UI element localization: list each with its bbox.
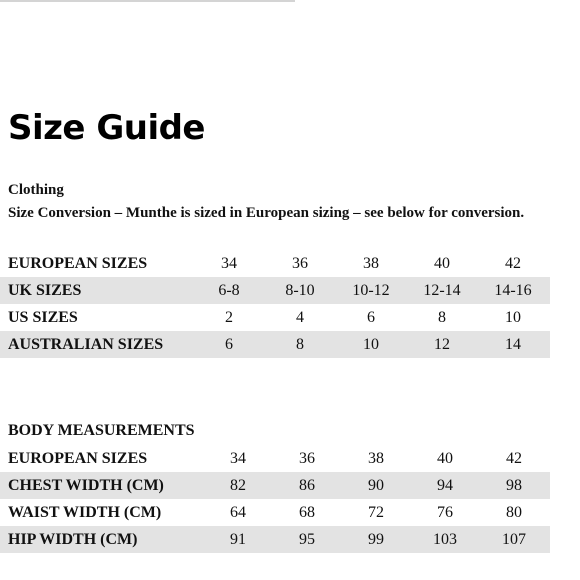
table-cell: 80 bbox=[506, 504, 522, 521]
table-cell: 8 bbox=[296, 336, 304, 353]
table-cell: 10 bbox=[363, 336, 379, 353]
table-cell: 14-16 bbox=[494, 282, 532, 299]
table-cell: 12-14 bbox=[423, 282, 461, 299]
table-cell: 34 bbox=[221, 255, 237, 272]
table-cell: 38 bbox=[363, 255, 379, 272]
table-cell: 99 bbox=[368, 531, 384, 548]
table-cell: 76 bbox=[437, 504, 453, 521]
table-cell: 40 bbox=[434, 255, 450, 272]
table-cell: 36 bbox=[292, 255, 308, 272]
table-cell: 90 bbox=[368, 477, 384, 494]
table-cell: 12 bbox=[434, 336, 450, 353]
table-cell: 10 bbox=[505, 309, 521, 326]
table-row-european-sizes bbox=[0, 445, 550, 472]
table-cell: 4 bbox=[296, 309, 304, 326]
table-cell: 14 bbox=[505, 336, 521, 353]
row-label: HIP WIDTH (CM) bbox=[8, 531, 138, 548]
body-measurements-table bbox=[0, 445, 550, 553]
table-row-european-sizes bbox=[0, 250, 550, 277]
row-label: WAIST WIDTH (CM) bbox=[8, 504, 162, 521]
table-cell: 8-10 bbox=[285, 282, 315, 299]
size-conversion-table bbox=[0, 250, 550, 358]
row-label: US SIZES bbox=[8, 309, 78, 326]
table-cell: 42 bbox=[506, 450, 522, 467]
table-cell: 94 bbox=[437, 477, 453, 494]
table-cell: 40 bbox=[437, 450, 453, 467]
body-measurements-heading: BODY MEASUREMENTS bbox=[8, 422, 195, 439]
table-cell: 86 bbox=[299, 477, 315, 494]
table-cell: 38 bbox=[368, 450, 384, 467]
table-cell: 6-8 bbox=[218, 282, 240, 299]
table-cell: 2 bbox=[225, 309, 233, 326]
row-label: EUROPEAN SIZES bbox=[8, 255, 148, 272]
table-cell: 98 bbox=[506, 477, 522, 494]
table-cell: 72 bbox=[368, 504, 384, 521]
table-row-us-sizes bbox=[0, 304, 550, 331]
table-cell: 8 bbox=[438, 309, 446, 326]
table-cell: 103 bbox=[433, 531, 457, 548]
category-label: Clothing bbox=[8, 182, 64, 198]
table-cell: 42 bbox=[505, 255, 521, 272]
conversion-note: Size Conversion – Munthe is sized in European sizing – see below for conversion. bbox=[8, 205, 525, 221]
table-cell: 10-12 bbox=[352, 282, 390, 299]
table-row-chest-width bbox=[0, 472, 550, 499]
page-title: Size Guide bbox=[8, 108, 205, 148]
table-cell: 64 bbox=[230, 504, 246, 521]
table-cell: 34 bbox=[230, 450, 246, 467]
table-row-hip-width bbox=[0, 526, 550, 553]
table-cell: 68 bbox=[299, 504, 315, 521]
table-row-waist-width bbox=[0, 499, 550, 526]
table-cell: 95 bbox=[299, 531, 315, 548]
top-divider bbox=[0, 0, 295, 2]
row-label: AUSTRALIAN SIZES bbox=[8, 336, 164, 353]
row-label: EUROPEAN SIZES bbox=[8, 450, 148, 467]
table-row-australian-sizes bbox=[0, 331, 550, 358]
table-cell: 6 bbox=[225, 336, 233, 353]
table-cell: 82 bbox=[230, 477, 246, 494]
table-row-uk-sizes bbox=[0, 277, 550, 304]
row-label: UK SIZES bbox=[8, 282, 82, 299]
table-cell: 6 bbox=[367, 309, 375, 326]
row-label: CHEST WIDTH (CM) bbox=[8, 477, 164, 494]
table-cell: 36 bbox=[299, 450, 315, 467]
table-cell: 91 bbox=[230, 531, 246, 548]
table-cell: 107 bbox=[502, 531, 526, 548]
